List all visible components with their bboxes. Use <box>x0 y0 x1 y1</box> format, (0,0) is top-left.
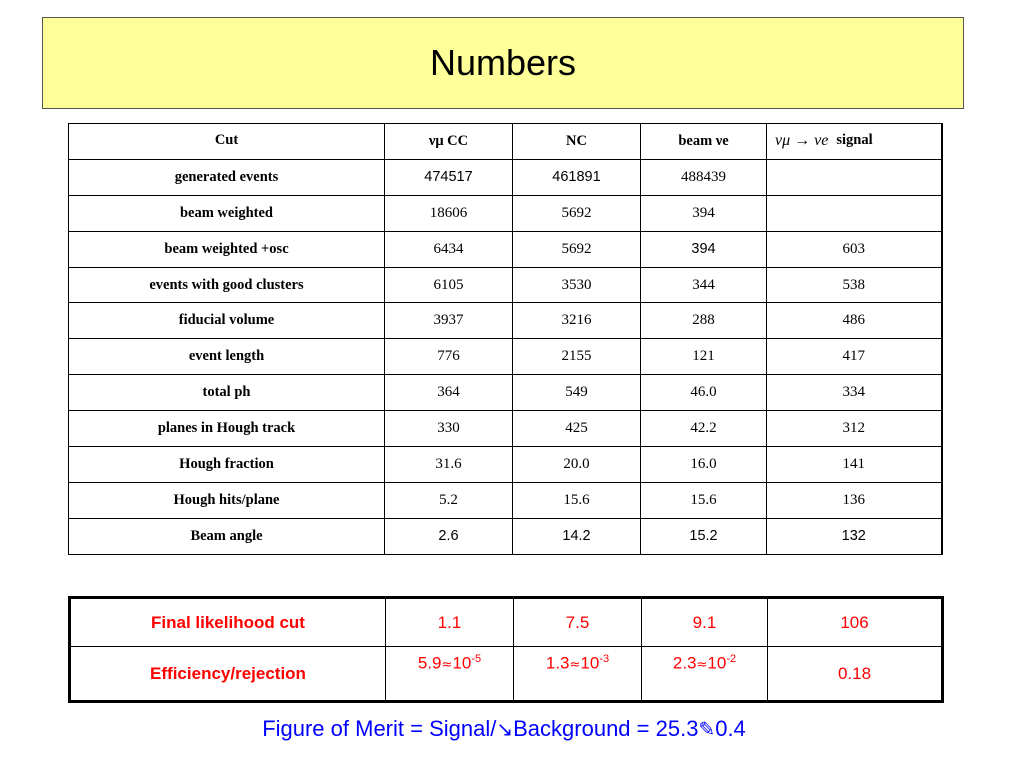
efficiency-beam-nue: $2.3\approx 10^{-2}$ <box>642 647 768 702</box>
table-row <box>69 303 942 339</box>
page-title: Numbers <box>429 42 577 83</box>
cell-nc: 3530 <box>513 267 641 303</box>
table-row <box>69 267 942 303</box>
cell-signal: 603 <box>767 231 942 267</box>
row-label: Beam angle <box>69 518 385 554</box>
cell-numu-cc: 5.2 <box>385 482 513 518</box>
cell-signal: 334 <box>767 375 942 411</box>
header-signal <box>767 124 942 160</box>
figure-of-merit <box>0 716 1008 742</box>
cell-numu-cc: 6105 <box>385 267 513 303</box>
table-row <box>69 231 942 267</box>
cell-beam-nue: 288 <box>641 303 767 339</box>
cell-nc: 20.0 <box>513 447 641 483</box>
cell-beam-nue: 16.0 <box>641 447 767 483</box>
header-cut: Cut <box>69 124 385 160</box>
header-numu-cc: νμ CC <box>385 124 513 160</box>
efficiency-label: Efficiency/rejection <box>70 647 386 702</box>
efficiency-row <box>70 647 943 702</box>
plus-minus-icon: ✎ <box>698 717 716 741</box>
table-header-row <box>69 124 942 160</box>
table-row <box>69 518 942 554</box>
cell-beam-nue: 15.6 <box>641 482 767 518</box>
fom-tail: 0.4 <box>715 716 746 741</box>
efficiency-signal: 0.18 <box>768 647 943 702</box>
cell-signal: 538 <box>767 267 942 303</box>
cell-numu-cc: 31.6 <box>385 447 513 483</box>
likelihood-row <box>70 598 943 647</box>
cell-signal: 141 <box>767 447 942 483</box>
cut-flow-table <box>68 123 943 555</box>
signal-label: signal <box>836 132 873 149</box>
cell-beam-nue: 42.2 <box>641 411 767 447</box>
cell-beam-nue: 344 <box>641 267 767 303</box>
row-label: generated events <box>69 159 385 195</box>
cell-beam-nue: 394 <box>641 195 767 231</box>
signal-formula: νμ → νe <box>775 132 829 150</box>
cell-nc: 15.6 <box>513 482 641 518</box>
cell-nc: 3216 <box>513 303 641 339</box>
cell-nc: 425 <box>513 411 641 447</box>
row-label: event length <box>69 339 385 375</box>
final-results-table <box>68 596 944 703</box>
cell-beam-nue: 121 <box>641 339 767 375</box>
title-box <box>42 17 964 109</box>
row-label: events with good clusters <box>69 267 385 303</box>
fom-prefix: Figure of Merit = Signal/ <box>262 716 497 741</box>
likelihood-signal: 106 <box>768 598 943 647</box>
cell-signal <box>767 195 942 231</box>
row-label: Hough fraction <box>69 447 385 483</box>
likelihood-nc: 7.5 <box>514 598 642 647</box>
cell-numu-cc: 18606 <box>385 195 513 231</box>
table-row <box>69 159 942 195</box>
row-label: planes in Hough track <box>69 411 385 447</box>
table-row <box>69 482 942 518</box>
cell-signal: 417 <box>767 339 942 375</box>
cell-nc: 14.2 <box>513 518 641 554</box>
table-row <box>69 195 942 231</box>
row-label: Hough hits/plane <box>69 482 385 518</box>
fom-suffix: Background = 25.3 <box>513 716 699 741</box>
row-label: fiducial volume <box>69 303 385 339</box>
cell-nc: 5692 <box>513 231 641 267</box>
header-beam-nue: beam νe <box>641 124 767 160</box>
cell-numu-cc: 474517 <box>385 159 513 195</box>
cell-numu-cc: 2.6 <box>385 518 513 554</box>
cell-beam-nue: 394 <box>641 231 767 267</box>
cell-numu-cc: 364 <box>385 375 513 411</box>
cell-nc: 461891 <box>513 159 641 195</box>
cell-nc: 5692 <box>513 195 641 231</box>
cell-signal <box>767 159 942 195</box>
cell-numu-cc: 776 <box>385 339 513 375</box>
cell-beam-nue: 46.0 <box>641 375 767 411</box>
header-nc: NC <box>513 124 641 160</box>
table-row <box>69 339 942 375</box>
cell-signal: 312 <box>767 411 942 447</box>
cell-signal: 486 <box>767 303 942 339</box>
row-label: total ph <box>69 375 385 411</box>
table-row <box>69 411 942 447</box>
cell-beam-nue: 15.2 <box>641 518 767 554</box>
cell-signal: 132 <box>767 518 942 554</box>
likelihood-numu-cc: 1.1 <box>386 598 514 647</box>
cell-numu-cc: 6434 <box>385 231 513 267</box>
likelihood-label: Final likelihood cut <box>70 598 386 647</box>
cell-numu-cc: 3937 <box>385 303 513 339</box>
cell-signal: 136 <box>767 482 942 518</box>
cell-beam-nue: 488439 <box>641 159 767 195</box>
sqrt-icon: ↘ <box>496 717 514 741</box>
table-row <box>69 447 942 483</box>
row-label: beam weighted +osc <box>69 231 385 267</box>
likelihood-beam-nue: 9.1 <box>642 598 768 647</box>
cell-numu-cc: 330 <box>385 411 513 447</box>
row-label: beam weighted <box>69 195 385 231</box>
efficiency-numu-cc: $5.9\approx 10^{-5}$ <box>386 647 514 702</box>
cell-nc: 2155 <box>513 339 641 375</box>
cell-nc: 549 <box>513 375 641 411</box>
efficiency-nc: $1.3\approx 10^{-3}$ <box>514 647 642 702</box>
table-row <box>69 375 942 411</box>
